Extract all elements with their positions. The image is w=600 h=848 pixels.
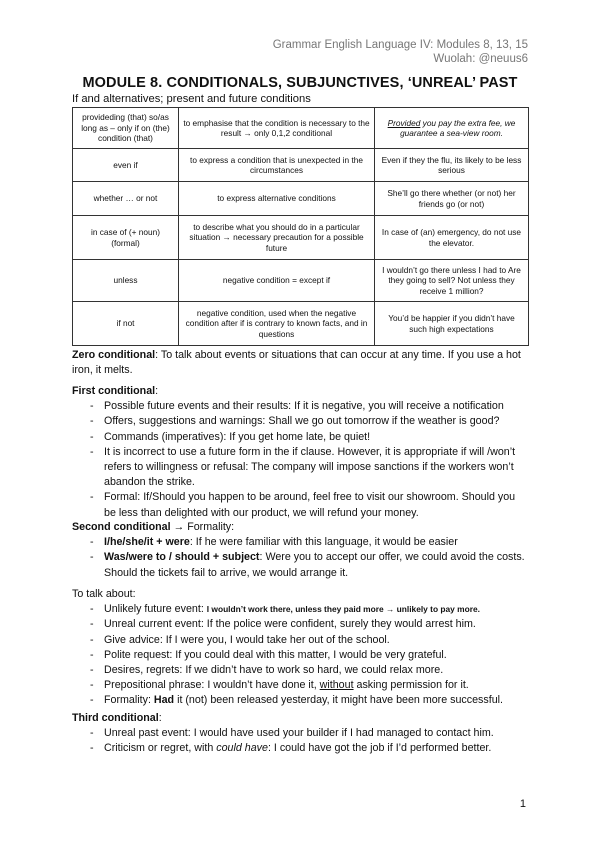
criticism-text-b: : I could have got the job if I’d performed better.: [267, 742, 492, 755]
page-title: MODULE 8. CONDITIONALS, SUBJUNCTIVES, ‘UNREAL’ PAST: [82, 75, 518, 91]
zero-conditional-text: : To talk about events or situations that can occur at any time. If you use a hot iron, it melts.: [72, 349, 521, 377]
table-row: [73, 149, 529, 182]
table-cell-use: to express alternative conditions: [179, 182, 375, 216]
list-item: - It is incorrect to use a future form in the if clause. However, it is appropriate if will /won’t refers to willingness or refusal: The company will impose sanctions if the workers won’t abandon the strike.: [72, 445, 528, 491]
formality-label: Formality:: [104, 694, 154, 707]
could-have-italic: could have: [216, 742, 268, 755]
table-cell-use: to emphasise that the condition is necessary to the result → only 0,1,2 conditional: [179, 108, 375, 149]
first-conditional-section: [72, 384, 528, 521]
list-item: - Formal: If/Should you happen to be around, feel free to visit our showroom. Should you be less than delighted with our product, we will refund your money.: [72, 490, 528, 520]
list-item: [72, 741, 528, 756]
table-cell-use: to express a condition that is unexpected in the circumstances: [179, 149, 375, 182]
page-number: 1: [519, 798, 526, 810]
table-cell-term: provideding (that) so/as long as – only if on (the) condition (that): [73, 108, 179, 149]
table-row: [73, 216, 529, 260]
inversion-form-bold: Was/were to / should + subject: [104, 551, 260, 564]
first-conditional-heading: [72, 384, 528, 399]
table-cell-example: She’ll go there whether (or not) her friends go (or not): [375, 182, 529, 216]
heading-colon: :: [158, 712, 162, 724]
table-cell-example: [375, 108, 529, 149]
example-rest: you pay the extra fee, we guarantee a sea-view room.: [400, 117, 516, 138]
heading-colon: :: [155, 385, 159, 397]
table-cell-term: if not: [73, 302, 179, 346]
unlikely-label: Unlikely future event:: [104, 603, 207, 616]
talk-about-list: [72, 602, 528, 708]
table-cell-example: I wouldn’t go there unless I had to Are they going to sell? Not unless they receive 1 million?: [375, 260, 529, 302]
header-course: Grammar English Language IV: Modules 8, 13, 15: [272, 39, 528, 51]
second-conditional-list: [72, 535, 528, 581]
list-item: [72, 535, 528, 550]
talk-about-section: [72, 587, 528, 709]
table-cell-example: You’d be happier if you didn’t have such high expectations: [375, 302, 529, 346]
first-conditional-list: [72, 399, 528, 521]
second-conditional-label: Second conditional: [72, 521, 171, 533]
table-cell-example: Even if they the flu, its likely to be less serious: [375, 149, 529, 182]
table-cell-term: in case of (+ noun) (formal): [73, 216, 179, 260]
list-item: [72, 550, 528, 580]
table-cell-example: In case of (an) emergency, do not use the elevator.: [375, 216, 529, 260]
provided-underlined: Provided: [387, 117, 421, 128]
table-row: [73, 302, 529, 346]
criticism-text-a: Criticism or regret, with: [104, 742, 217, 755]
list-item: - Desires, regrets: If we didn’t have to work so hard, we could relax more.: [72, 663, 528, 678]
third-conditional-list: [72, 726, 528, 756]
zero-conditional-section: [72, 348, 528, 378]
table-cell-use: negative condition = except if: [179, 260, 375, 302]
list-item: - Unreal past event: I would have used your builder if I had managed to contact him.: [72, 726, 528, 741]
table-row: [73, 260, 529, 302]
list-item: - Possible future events and their results: If it is negative, you will receive a notification: [72, 399, 528, 414]
had-bold: Had: [153, 694, 175, 707]
talk-about-heading: To talk about:: [72, 588, 136, 600]
first-conditional-label: First conditional: [72, 385, 156, 397]
were-form-text: : If he were familiar with this language, it would be easier: [189, 536, 458, 549]
header-author: Wuolah: @neuus6: [433, 53, 528, 65]
table-row: [73, 108, 529, 149]
table-cell-use: negative condition, used when the negative condition after if is contrary to known facts, and in questions: [179, 302, 375, 346]
third-conditional-section: [72, 711, 528, 757]
prep-text-b: asking permission for it.: [353, 679, 469, 692]
table-row: [73, 182, 529, 216]
list-item: - Unreal current event: If the police were confident, surely they would arrest him.: [72, 617, 528, 632]
formality-text: it (not) been released yesterday, it might have been more successful.: [174, 694, 503, 707]
without-underlined: without: [319, 679, 354, 692]
were-form-bold: I/he/she/it + were: [104, 536, 190, 549]
zero-conditional-paragraph: [72, 348, 528, 378]
list-item: [72, 602, 528, 617]
unlikely-example: I wouldn’t work there, unless they paid more → unlikely to pay more.: [206, 604, 480, 615]
list-item: [72, 693, 528, 708]
third-conditional-label: Third conditional: [72, 712, 159, 724]
list-item: - Offers, suggestions and warnings: Shall we go out tomorrow if the weather is good?: [72, 414, 528, 429]
table-cell-term: even if: [73, 149, 179, 182]
second-conditional-heading: [72, 520, 528, 535]
prep-text-a: Prepositional phrase: I wouldn’t have done it,: [104, 679, 320, 692]
third-conditional-heading: [72, 711, 528, 726]
table-cell-term: unless: [73, 260, 179, 302]
list-item: - Give advice: If I were you, I would take her out of the school.: [72, 633, 528, 648]
zero-conditional-label: Zero conditional: [72, 349, 156, 361]
table-cell-term: whether … or not: [73, 182, 179, 216]
list-item: - Polite request: If you could deal with this matter, I would be very grateful.: [72, 648, 528, 663]
table-cell-use: to describe what you should do in a particular situation → necessary precaution for a possible future: [179, 216, 375, 260]
section-subtitle: If and alternatives; present and future conditions: [72, 93, 311, 105]
second-conditional-section: [72, 520, 528, 581]
inversion-form-text: : Were you to accept our offer, we could avoid the costs. Should the tickets fail to arrive, we would arrange it.: [104, 551, 525, 579]
formality-arrow-text: → Formality:: [170, 521, 235, 533]
list-item: - Commands (imperatives): If you get home late, be quiet!: [72, 430, 528, 445]
conditions-table: [72, 107, 529, 346]
list-item: [72, 678, 528, 693]
